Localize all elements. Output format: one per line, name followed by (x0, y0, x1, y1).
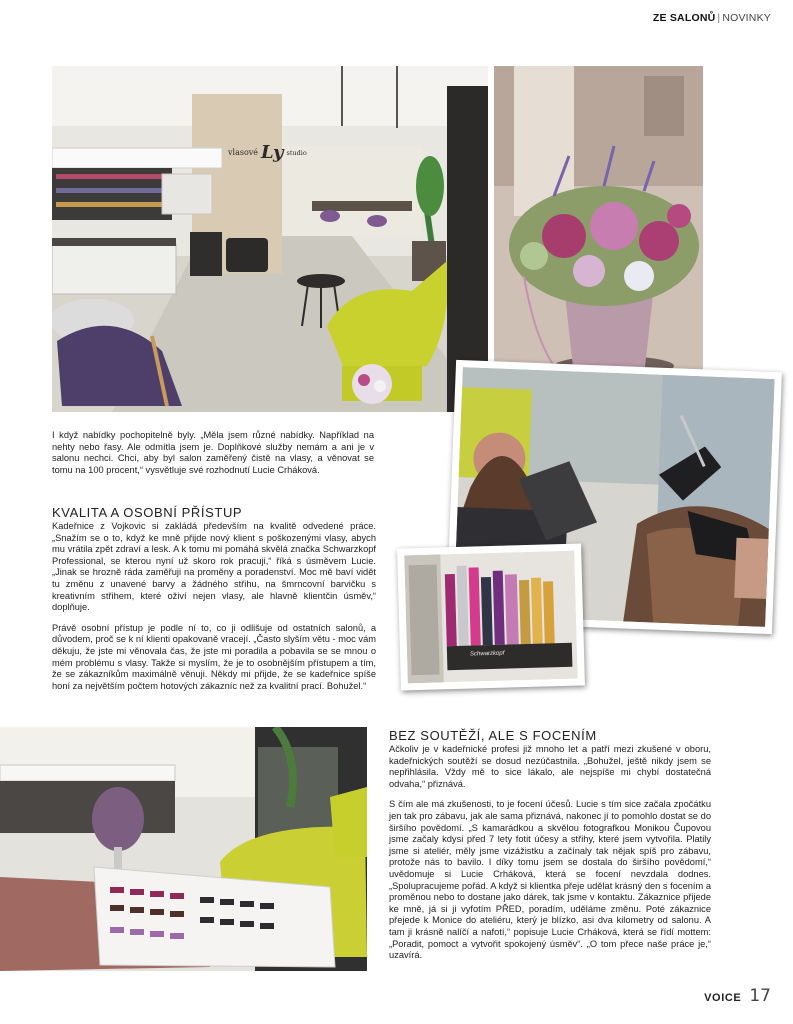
section2-heading: BEZ SOUTĚŽÍ, ALE S FOCENÍM (389, 728, 597, 743)
flower-bouquet-photo (494, 66, 703, 386)
header-separator: | (717, 12, 721, 24)
page-number: 17 (749, 986, 771, 1006)
page-footer (704, 986, 771, 1006)
product-shelf-photo (397, 543, 585, 690)
salon-sign-logo: Ly (261, 142, 284, 163)
page-header (653, 12, 771, 24)
section2-paragraph-2: S čím ale má zkušenosti, to je focení účesů. Lucie s tím sice začala zpočátku jen tak pro zábavu, jak ale sama přiznává, nakonec jí to pomohlo dostat se do širšího povědomí. „S kamarádkou a skvělou fotografkou Monikou Čupovou jsme začaly kdysi před 7 lety fotit účesy a střihy, které jsem vytvořila. Platily jsme si ateliér, měly jsme vizážistku a začínaly tak nějak spíš pro zábavu, protože nás to bavilo. I díky tomu jsem se dostala do širšího povědomí,“ uvědomuje si Lucie Crháková, která se focení nevzdala dodnes. „Spolupracujeme pořád. A když si klientka přeje udělat krásný den s focením a proměnou nebo to dostane jako dárek, tak jsme v kontaktu. Zákaznice přijede ke mně, já si ji vyfotím PŘED, poradím, uděláme změnu. Poté zákaznice přejede k Monice do ateliéru, který je blízko, asi dva kilometry od salonu. A tam ji krásně nalíčí a nafotí,“ popisuje Lucie Crháková, která se řídí mottem: „Poradit, pomoct a vytvořit spokojený úsměv“. „O tom přece naše práce je,“ uzavírá. (389, 799, 711, 961)
salon-sign-line1: vlasové (228, 148, 259, 157)
intro-paragraph-text: I když nabídky pochopitelně byly. „Měla jsem různé nabídky. Například na nehty nebo řasy. Ale odmítla jsem je. Doplňkové služby nemám a ani je v salonu nechci. Chci, aby byl salon zaměřený čistě na vlasy, a věnovat se tomu na 100 procent,“ vysvětluje své rozhodnutí Lucie Crháková. (52, 430, 374, 475)
section2-body (389, 744, 711, 971)
category-label: NOVINKY (722, 12, 771, 24)
section1-heading: KVALITA A OSOBNÍ PŘÍSTUP (52, 505, 243, 520)
intro-paragraph (52, 430, 374, 485)
salon-sign (228, 142, 307, 163)
section-label: ZE SALONŮ (652, 12, 716, 24)
product-brand-label: Schwarzkopf (469, 650, 505, 658)
section1-body (52, 521, 376, 701)
salon-chair-swatches-photo (0, 727, 367, 971)
salon-sign-line2: studio (286, 148, 307, 157)
section1-paragraph-2: Právě osobní přístup je podle ní to, co ji odlišuje od ostatních salonů, a důvodem, proč se k ní klienti opakovaně vracejí. „Často slyším větu - moc vám děkuju, že jste mi věnovala čas, že jste mi poradila a pobavila se se mnou o mém problému s vlasy. Takže si myslím, že je to osobnějším přístupem a tím, že se zákazníkům maximálně věnuji. Někdy mi přijde, že se kadeřnice spíše honí za největším počtem hotových zákazníc než za kvalitní prací. Bohužel.“ (52, 622, 376, 691)
section1-paragraph-1: Kadeřnice z Vojkovic si zakládá především na kvalitě odvedené práce. „Snažím se o to, když ke mně přijde nový klient s poškozenými vlasy, abych mu vrátila zpět zdraví a lesk. A k tomu mi pomáhá skvělá značka Schwarzkopf Professional, se kterou nyní už skoro rok pracuji,“ říká s úsměvem Lucie. „Jinak se hrozně ráda zaměřuji na proměny a poradenství. Moc mě baví vidět tu změnu z unavené barvy a žádného střihu, na šmrncovní barvičku s kreativním střihem, které oživí nejen vlasy, ale hlavně klientčin úsměv,“ doplňuje. (52, 521, 376, 613)
salon-interior-photo (52, 66, 488, 412)
section2-paragraph-1: Ačkoliv je v kadeřnické profesi již mnoho let a patří mezi zkušené v oboru, kadeřnických soutěží se dosud nezúčastnila. „Bohužel, ještě nikdy jsem se nepřihlásila. Vždy mě to sice lákalo, ale nejspíše mi chybí dostatečná odvaha,“ přiznává. (389, 744, 711, 789)
magazine-name: VOICE (704, 992, 742, 1004)
